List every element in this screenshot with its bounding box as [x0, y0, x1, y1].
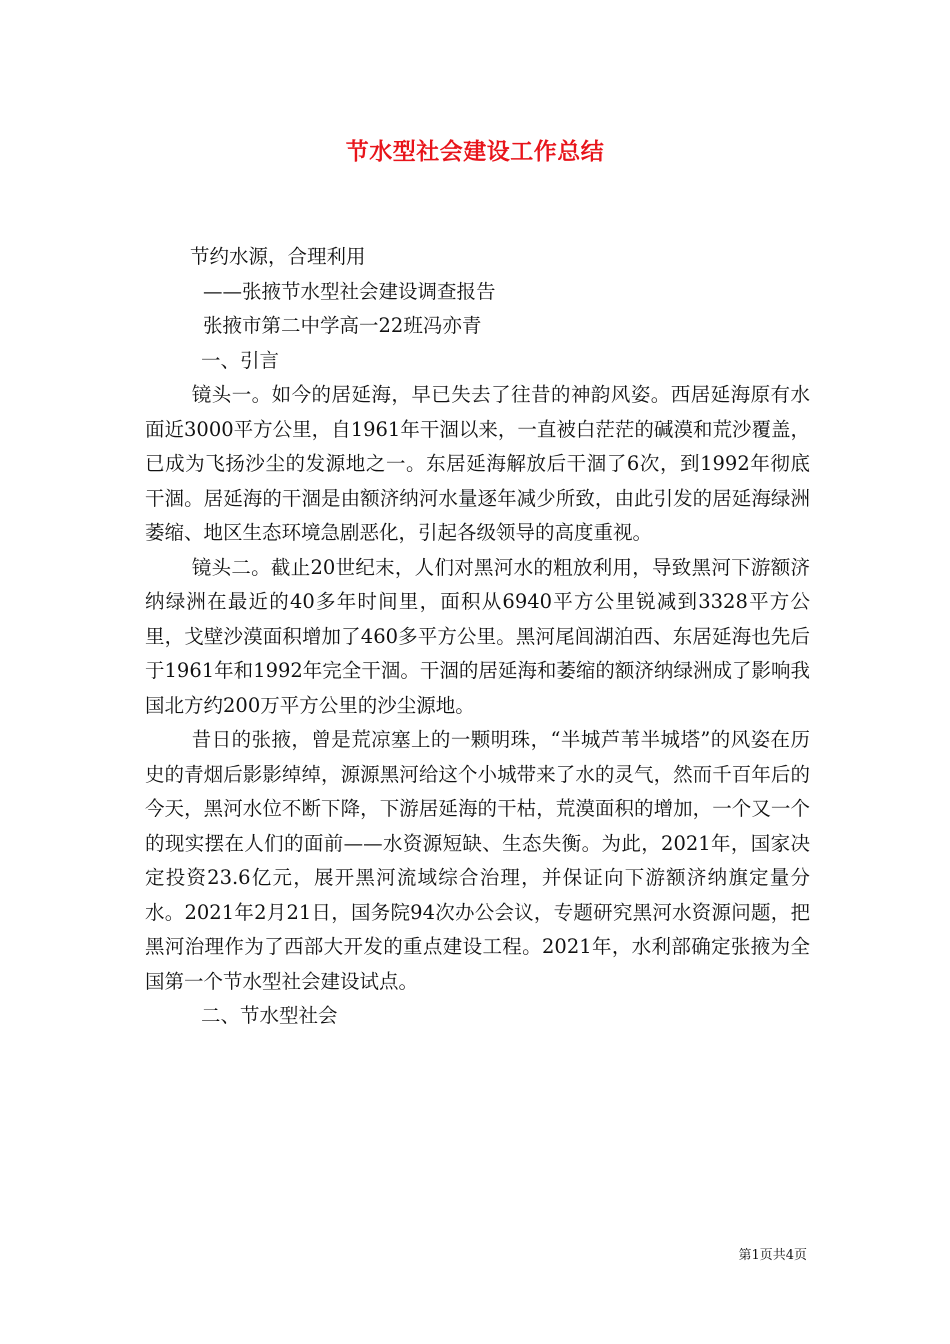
heading-subtitle: ——张掖节水型社会建设调查报告 — [203, 279, 496, 303]
paragraph-zhangye: 昔日的张掖，曾是荒凉塞上的一颗明珠，“半城芦苇半城塔”的风姿在历史的青烟后影影绰绰，源源黑河给这个小城带来了水的灵气，然而千百年后的今天，黑河水位不断下降，下游居延海的干枯，荒漠面积的增加，一个又一个的现实摆在人们的面前——水资源短缺、生态失衡。为此，2021年，国家决定投资23.6亿元，展开黑河流域综合治理，并保证向下游额济纳旗定量分水。2021年2月21日，国务院94次办公会议，专题研究黑河水资源问题，把黑河治理作为了西部大开发的重点建设工程。2021年，水利部确定张掖为全国第一个节水型社会建设试点。 — [145, 728, 810, 993]
page-title: 节水型社会建设工作总结 — [345, 138, 605, 165]
heading-main: 节约水源，合理利用 — [190, 245, 366, 268]
paragraph-scene-two: 镜头二。截止20世纪末，人们对黑河水的粗放利用，导致黑河下游额济纳绿洲在最近的40多年时间里，面积从6940平方公里锐减到3328平方公里，戈壁沙漠面积增加了460多平方公里。黑河尾闾湖泊西、东居延海也先后于1961年和1992年完全干涸。干涸的居延海和萎缩的额济纳绿洲成了影响我国北方约200万平方公里的沙尘源地。 — [145, 555, 810, 717]
document-body — [145, 240, 810, 1034]
section-heading-water-saving: 二、节水型社会 — [201, 1004, 338, 1027]
section-heading-intro: 一、引言 — [201, 348, 280, 372]
author-line: 张掖市第二中学高一22班冯亦青 — [203, 314, 482, 337]
paragraph-scene-one: 镜头一。如今的居延海，早已失去了往昔的神韵风姿。西居延海原有水面近3000平方公里，自1961年干涸以来，一直被白茫茫的碱漠和荒沙覆盖，已成为飞扬沙尘的发源地之一。东居延海解放后干涸了6次，到1992年彻底干涸。居延海的干涸是由额济纳河水量逐年减少所致，由此引发的居延海绿洲萎缩、地区生态环境急剧恶化，引起各级领导的高度重视。 — [145, 383, 810, 544]
page-indicator: 第1页共4页 — [738, 1248, 807, 1263]
